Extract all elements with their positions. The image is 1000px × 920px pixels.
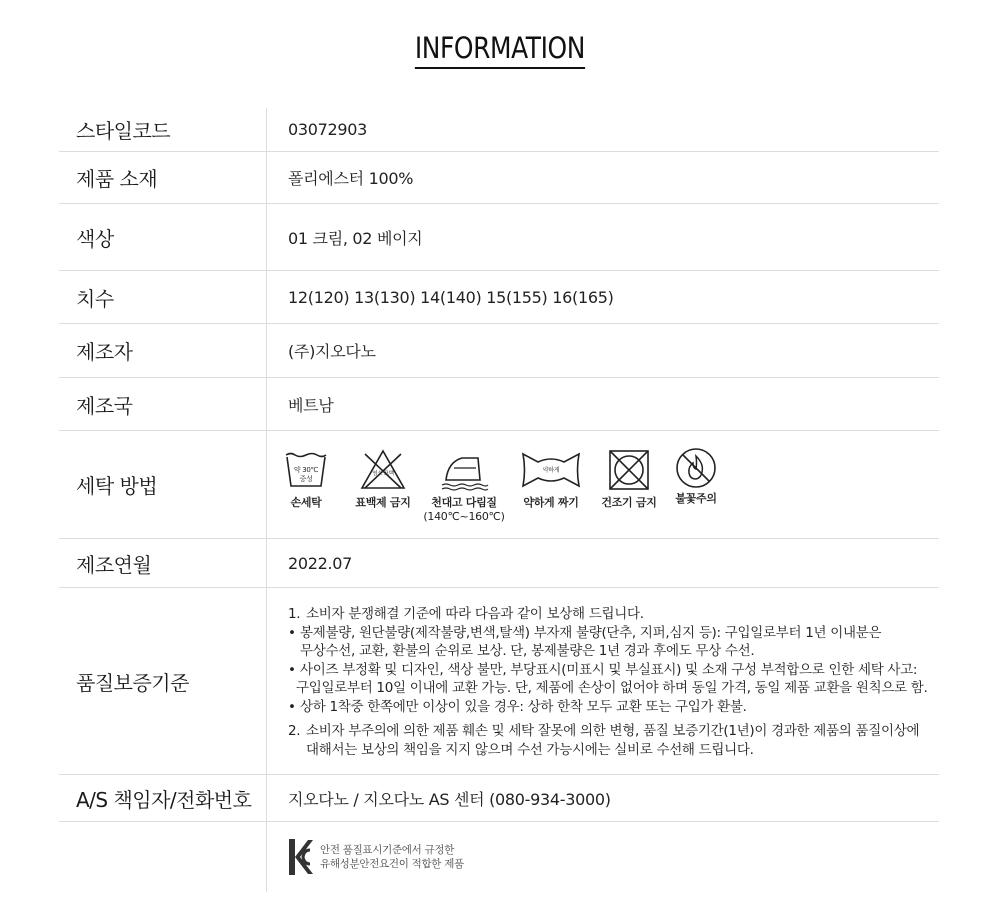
no-tumble-dry-icon xyxy=(607,448,651,492)
fire-caution-label: 불꽃주의 xyxy=(675,491,717,505)
quality-num-1: 1. xyxy=(288,606,301,622)
quality-item-2-line2: 대해서는 보상의 책임을 지지 않으며 수선 가능시에는 실비로 수선해 드립니다. xyxy=(306,741,754,758)
quality-num-2: 2. xyxy=(288,723,301,739)
wash-value xyxy=(267,431,939,538)
date-value: 2022.07 xyxy=(288,553,353,573)
maker-label: 제조자 xyxy=(59,324,267,377)
quality-item-2-line1: 소비자 부주의에 의한 제품 훼손 및 세탁 잘못에 의한 변형, 품질 보증기간(1년)이 경과한 제품의 품질이상에 xyxy=(306,723,920,739)
bullet-mark: • xyxy=(288,661,296,678)
quality-bullet-2-line1: 사이즈 부정확 및 디자인, 색상 불만, 부당표시(미표시 및 부실표시) 및 소재 구성 부적합으로 인한 세탁 사고: xyxy=(300,661,918,678)
row-wash xyxy=(59,431,939,539)
row-style-code xyxy=(59,108,939,152)
row-size xyxy=(59,271,939,324)
care-no-tumble-dry xyxy=(594,448,664,510)
care-no-bleach xyxy=(350,448,416,510)
quality-bullet-1-line2: 무상수선, 교환, 환불의 순위로 보상. 단, 봉제불량은 1년 경과 후에도 무상 수선. xyxy=(300,643,755,659)
kc-block xyxy=(288,838,464,876)
care-iron xyxy=(424,448,504,524)
kc-value xyxy=(267,822,939,892)
gentle-wring-inner: 약하게 xyxy=(542,466,560,474)
style-code-value: 03072903 xyxy=(288,120,368,139)
gentle-wring-icon xyxy=(520,448,582,492)
wash-label: 세탁 방법 xyxy=(59,431,267,538)
kc-text xyxy=(320,843,464,871)
style-code-label: 스타일코드 xyxy=(59,108,267,151)
hand-wash-temp: 약 30℃ xyxy=(293,465,319,474)
row-color xyxy=(59,204,939,271)
kc-mark-text: KC xyxy=(288,838,289,839)
row-material xyxy=(59,152,939,204)
page-title: INFORMATION xyxy=(415,30,585,69)
maker-value: (주)지오다노 xyxy=(288,342,376,361)
quality-bullet-1 xyxy=(288,624,928,643)
row-as xyxy=(59,775,939,822)
no-bleach-label: 표백제 금지 xyxy=(355,495,411,509)
care-hand-wash xyxy=(284,448,328,510)
fire-caution-icon xyxy=(674,448,718,492)
country-label: 제조국 xyxy=(59,378,267,430)
kc-mark-icon xyxy=(288,838,314,876)
bullet-mark: • xyxy=(288,698,296,715)
iron-sub: (140℃~160℃) xyxy=(423,509,505,523)
size-label: 치수 xyxy=(59,271,267,323)
iron-label: 천대고 다림질 xyxy=(431,495,497,509)
kc-line1: 안전 품질표시기준에서 규정한 xyxy=(320,844,455,856)
quality-bullet-3-text: 상하 1착중 한쪽에만 이상이 있을 경우: 상하 한착 모두 교환 또는 구입가 환불. xyxy=(300,698,747,715)
quality-item-2 xyxy=(288,722,928,741)
row-quality xyxy=(59,588,939,775)
quality-text xyxy=(288,603,928,759)
care-gentle-wring xyxy=(516,448,586,510)
row-maker xyxy=(59,324,939,378)
quality-bullet-2 xyxy=(288,661,928,680)
country-value: 베트남 xyxy=(288,395,334,415)
color-value: 01 크림, 02 베이지 xyxy=(288,228,423,248)
info-table xyxy=(59,108,939,892)
gentle-wring-label: 약하게 짜기 xyxy=(523,495,579,509)
quality-bullet-2-line2: 구입일로부터 10일 이내에 교환 가능. 단, 제품에 손상이 없어야 하며 동일 가격, 동일 제품 교환을 원칙으로 함. xyxy=(296,680,928,696)
date-label: 제조연월 xyxy=(59,539,267,587)
material-value: 폴리에스터 100% xyxy=(288,169,414,188)
care-icons xyxy=(284,446,724,524)
quality-bullet-3 xyxy=(288,698,928,717)
quality-value xyxy=(267,588,939,774)
row-date xyxy=(59,539,939,588)
as-label: A/S 책임자/전화번호 xyxy=(59,775,267,821)
no-bleach-inner: 염소 표백 xyxy=(372,470,394,477)
quality-item-1 xyxy=(288,605,928,624)
no-bleach-icon xyxy=(359,448,407,492)
hand-wash-label: 손세탁 xyxy=(290,495,322,509)
bullet-mark: • xyxy=(288,624,296,641)
iron-icon xyxy=(438,448,490,492)
page-title-wrap xyxy=(0,30,1000,69)
size-value: 12(120) 13(130) 14(140) 15(155) 16(165) xyxy=(288,287,614,307)
quality-bullet-1-line1: 봉제불량, 원단불량(제작불량,변색,탈색) 부자재 불량(단추, 지퍼,심지 등): 구입일로부터 1년 이내분은 xyxy=(300,624,882,641)
hand-wash-neutral: 중성 xyxy=(299,474,313,483)
row-country xyxy=(59,378,939,431)
kc-label-empty xyxy=(59,822,267,892)
as-value: 지오다노 / 지오다노 AS 센터 (080-934-3000) xyxy=(288,789,611,809)
quality-item-1-text: 소비자 분쟁해결 기준에 따라 다음과 같이 보상해 드립니다. xyxy=(306,606,644,622)
row-kc xyxy=(59,822,939,892)
kc-line2: 유해성분안전요건이 적합한 제품 xyxy=(320,858,464,870)
material-label: 제품 소재 xyxy=(59,152,267,203)
no-tumble-dry-label: 건조기 금지 xyxy=(601,495,657,509)
color-label: 색상 xyxy=(59,204,267,270)
quality-label: 품질보증기준 xyxy=(59,588,267,774)
care-fire-caution xyxy=(668,448,724,506)
hand-wash-icon xyxy=(284,448,328,492)
